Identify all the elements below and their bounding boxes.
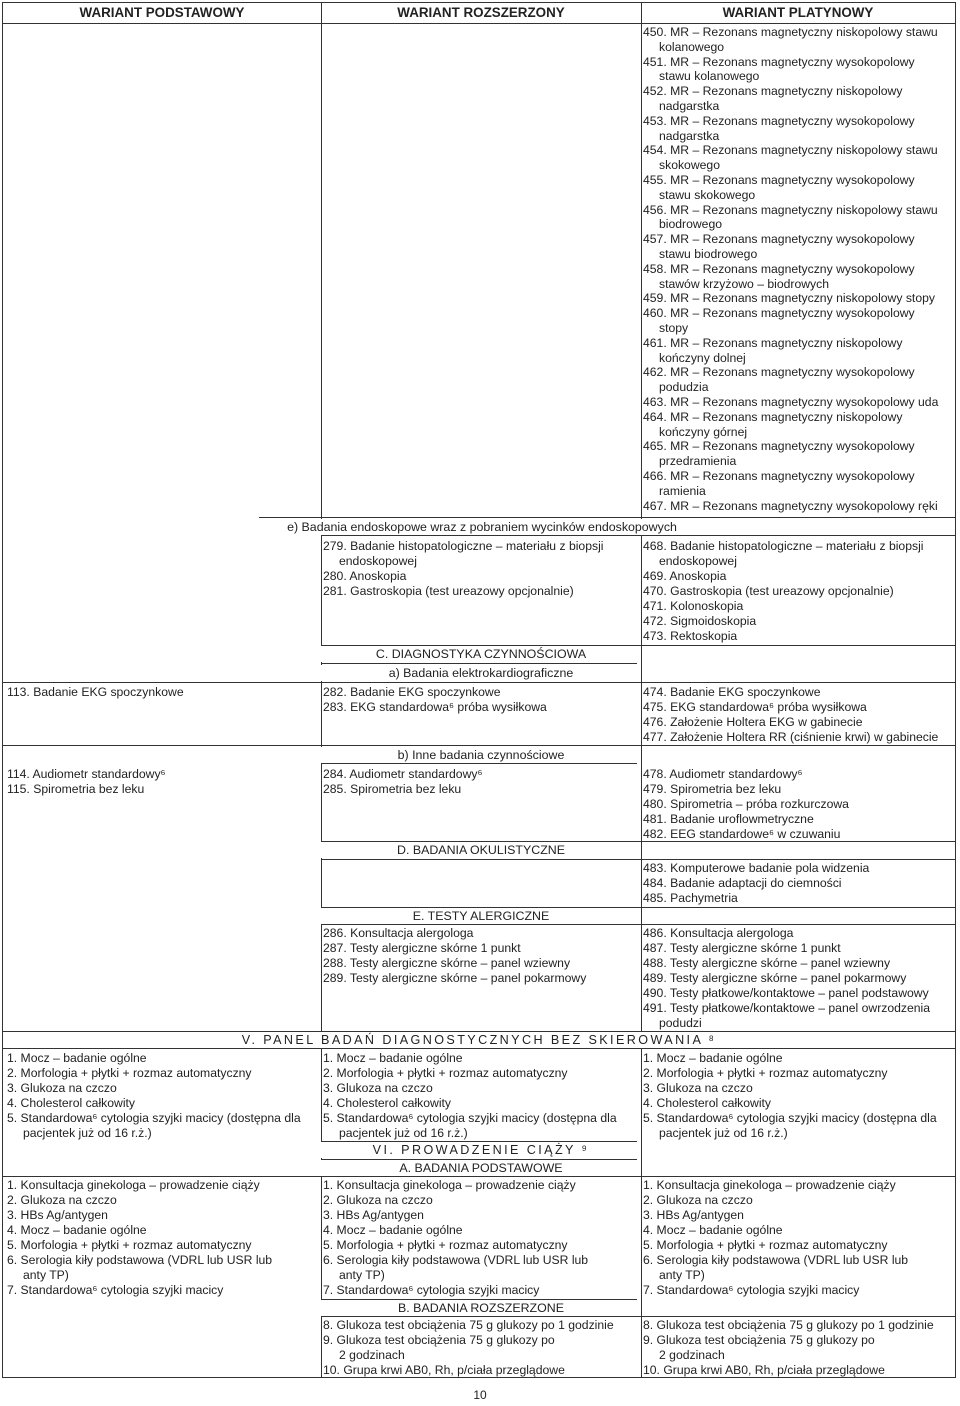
ekg-title: a) Badania elektrokardiograficzne [321, 665, 641, 681]
list-item: 6. Serologia kiły podstawowa (VDRL lub USR lub [323, 1253, 589, 1267]
list-item-continuation: skokowego [659, 158, 720, 173]
panel-title-line [3, 1048, 955, 1049]
list-item: 473. Rektoskopia [643, 629, 738, 643]
ekg-platinum-list [643, 685, 938, 745]
list-item: 466. MR – Rezonans magnetyczny wysokopolowy [643, 468, 915, 483]
list-item: 9. Glukoza test obciążenia 75 g glukozy po [323, 1333, 555, 1347]
list-item: 287. Testy alergiczne skórne 1 punkt [323, 941, 521, 955]
list-item: 7. Standardowa⁶ cytologia szyjki macicy [7, 1283, 224, 1297]
ekg-extended-list [323, 685, 547, 715]
ophthalmology-title-line [321, 859, 955, 860]
ophthalmology-platinum-list [643, 861, 869, 906]
list-item-continuation: kończyny górnej [659, 424, 748, 439]
panel-v-title: V. PANEL BADAŃ DIAGNOSTYCZNYCH BEZ SKIEROWANIA ⁸ [3, 1032, 955, 1048]
pregnancy-a-extended-list [323, 1178, 588, 1298]
list-item: 284. Audiometr standardowy⁶ [323, 767, 483, 781]
list-item: 455. MR – Rezonans magnetyczny wysokopolowy [643, 172, 915, 187]
header-platinum: WARIANT PLATYNOWY [722, 5, 874, 20]
list-item-continuation: anty TP) [339, 1268, 385, 1282]
list-item: 4. Cholesterol całkowity [323, 1096, 452, 1110]
list-item: 463. MR – Rezonans magnetyczny wysokopolowy uda [643, 394, 939, 409]
list-item: 3. Glukoza na czczo [643, 1081, 753, 1095]
list-item-continuation: pacjentek już od 16 r.ż.) [23, 1126, 152, 1140]
list-item: 470. Gastroskopia (test ureazowy opcjonalnie) [643, 584, 894, 598]
list-item: 1. Mocz – badanie ogólne [643, 1051, 783, 1065]
list-item: 4. Cholesterol całkowity [643, 1096, 772, 1110]
list-item: 3. Glukoza na czczo [323, 1081, 433, 1095]
list-item-continuation: stopy [659, 320, 689, 335]
list-item: 279. Badanie histopatologiczne – materiału z biopsji [323, 539, 604, 553]
functional-title: C. DIAGNOSTYKA CZYNNOŚCIOWA [321, 646, 641, 662]
list-item-continuation: nadgarstka [659, 98, 720, 113]
panel-basic-list [7, 1051, 301, 1141]
list-item: 472. Sigmoidoskopia [643, 614, 757, 628]
list-item: 3. HBs Ag/antygen [643, 1208, 744, 1222]
column-divider-extended-platinum [641, 3, 642, 1377]
list-item: 480. Spirometria – próba rozkurczowa [643, 797, 849, 811]
list-item: 4. Mocz – badanie ogólne [643, 1223, 783, 1237]
list-item-continuation: podudzia [659, 380, 709, 395]
list-item: 289. Testy alergiczne skórne – panel pokarmowy [323, 971, 587, 985]
endoscopy-platinum-list [643, 539, 924, 644]
list-item: 452. MR – Rezonans magnetyczny niskopolowy [643, 84, 903, 99]
list-item: 465. MR – Rezonans magnetyczny wysokopolowy [643, 439, 915, 454]
list-item: 451. MR – Rezonans magnetyczny wysokopolowy [643, 54, 915, 69]
list-item-continuation: endoskopowej [659, 554, 737, 568]
list-item: 488. Testy alergiczne skórne – panel wziewny [643, 956, 891, 970]
list-item: 457. MR – Rezonans magnetyczny wysokopolowy [643, 232, 915, 247]
list-item: 7. Standardowa⁶ cytologia szyjki macicy [323, 1283, 540, 1297]
list-item-continuation: 2 godzinach [339, 1348, 405, 1362]
list-item: 7. Standardowa⁶ cytologia szyjki macicy [643, 1283, 860, 1297]
list-item: 487. Testy alergiczne skórne 1 punkt [643, 941, 841, 955]
list-item: 450. MR – Rezonans magnetyczny niskopolowy stawu [643, 25, 938, 39]
list-item: 481. Badanie uroflowmetryczne [643, 812, 814, 826]
endoscopy-top-line [259, 517, 955, 518]
pregnancy-basic-title: A. BADANIA PODSTAWOWE [321, 1160, 641, 1176]
list-item: 4. Mocz – badanie ogólne [7, 1223, 147, 1237]
list-item-continuation: stawów krzyżowo – biodrowych [659, 276, 830, 291]
list-item: 288. Testy alergiczne skórne – panel wziewny [323, 956, 571, 970]
list-item: 489. Testy alergiczne skórne – panel pokarmowy [643, 971, 907, 985]
list-item: 2. Glukoza na czczo [643, 1193, 753, 1207]
other-title-line [321, 763, 637, 764]
list-item: 3. HBs Ag/antygen [7, 1208, 108, 1222]
list-item: 2. Morfologia + płytki + rozmaz automatyczny [323, 1066, 568, 1080]
list-item: 8. Glukoza test obciążenia 75 g glukozy po 1 godzinie [643, 1318, 934, 1332]
list-item-continuation: podudzi [659, 1016, 702, 1030]
mr-platinum-list [643, 25, 938, 513]
list-item: 486. Konsultacja alergologa [643, 926, 794, 940]
ophthalmology-title: D. BADANIA OKULISTYCZNE [321, 842, 641, 858]
functional-title-line [321, 663, 637, 664]
endoscopy-title-line [321, 535, 955, 536]
other-platinum-list [643, 767, 849, 842]
pregnancy-b-extended-list [323, 1318, 614, 1378]
list-item: 2. Glukoza na czczo [323, 1193, 433, 1207]
list-item: 485. Pachymetria [643, 891, 738, 905]
list-item: 3. Glukoza na czczo [7, 1081, 117, 1095]
list-item: 475. EKG standardowa⁶ próba wysiłkowa [643, 700, 867, 714]
list-item: 464. MR – Rezonans magnetyczny niskopolowy [643, 409, 903, 424]
pregnancy-extended-title: B. BADANIA ROZSZERZONE [321, 1300, 641, 1316]
list-item: 476. Założenie Holtera EKG w gabinecie [643, 715, 863, 729]
list-item: 4. Mocz – badanie ogólne [323, 1223, 463, 1237]
list-item-continuation: 2 godzinach [659, 1348, 725, 1362]
list-item: 10. Grupa krwi AB0, Rh, p/ciała przeglądowe [643, 1363, 885, 1377]
allergy-platinum-list [643, 926, 930, 1031]
list-item: 478. Audiometr standardowy⁶ [643, 767, 803, 781]
list-item: 8. Glukoza test obciążenia 75 g glukozy po 1 godzinie [323, 1318, 614, 1332]
list-item: 1. Mocz – badanie ogólne [323, 1051, 463, 1065]
list-item: 479. Spirometria bez leku [643, 782, 782, 796]
list-item: 1. Konsultacja ginekologa – prowadzenie ciąży [323, 1178, 576, 1192]
list-item: 490. Testy płatkowe/kontaktowe – panel podstawowy [643, 986, 929, 1000]
list-item: 6. Serologia kiły podstawowa (VDRL lub USR lub [643, 1253, 909, 1267]
list-item: 482. EEG standardowe⁶ w czuwaniu [643, 827, 841, 841]
list-item: 5. Morfologia + płytki + rozmaz automatyczny [643, 1238, 888, 1252]
list-item-continuation: kończyny dolnej [659, 350, 746, 365]
list-item: 1. Mocz – badanie ogólne [7, 1051, 147, 1065]
pregnancy-a-platinum-list [643, 1178, 908, 1298]
list-item: 467. MR – Rezonans magnetyczny wysokopolowy ręki [643, 498, 938, 513]
list-item: 115. Spirometria bez leku [7, 782, 145, 796]
ekg-basic-list [7, 685, 184, 700]
pregnancy-a-basic-list [7, 1178, 272, 1298]
list-item: 114. Audiometr standardowy⁶ [7, 767, 166, 781]
list-item: 281. Gastroskopia (test ureazowy opcjonalnie) [323, 584, 574, 598]
list-item-continuation: stawu kolanowego [659, 69, 760, 84]
list-item: 286. Konsultacja alergologa [323, 926, 474, 940]
list-item-continuation: endoskopowej [339, 554, 417, 568]
list-item: 1. Konsultacja ginekologa – prowadzenie ciąży [643, 1178, 896, 1192]
list-item: 483. Komputerowe badanie pola widzenia [643, 861, 870, 875]
list-item: 5. Standardowa⁶ cytologia szyjki macicy (dostępna dla [643, 1111, 937, 1125]
list-item-continuation: anty TP) [23, 1268, 69, 1282]
pregnancy-title: VI. PROWADZENIE CIĄŻY ⁹ [321, 1142, 641, 1158]
other-title: b) Inne badania czynnościowe [321, 747, 641, 763]
ekg-title-line [3, 682, 955, 683]
panel-platinum-list [643, 1051, 937, 1141]
list-item: 282. Badanie EKG spoczynkowe [323, 685, 501, 699]
allergy-title: E. TESTY ALERGICZNE [321, 908, 641, 924]
list-item-continuation: pacjentek już od 16 r.ż.) [659, 1126, 788, 1140]
list-item-continuation: ramienia [659, 483, 706, 498]
list-item: 468. Badanie histopatologiczne – materiału z biopsji [643, 539, 924, 553]
list-item: 459. MR – Rezonans magnetyczny niskopolowy stopy [643, 291, 935, 306]
list-item: 280. Anoskopia [323, 569, 407, 583]
list-item: 5. Morfologia + płytki + rozmaz automatyczny [323, 1238, 568, 1252]
list-item-continuation: anty TP) [659, 1268, 705, 1282]
list-item: 477. Założenie Holtera RR (ciśnienie krwi) w gabinecie [643, 730, 939, 744]
list-item: 491. Testy płatkowe/kontaktowe – panel owrzodzenia [643, 1001, 931, 1015]
list-item-continuation: nadgarstka [659, 128, 720, 143]
list-item: 5. Standardowa⁶ cytologia szyjki macicy (dostępna dla [7, 1111, 301, 1125]
list-item: 285. Spirometria bez leku [323, 782, 462, 796]
list-item: 6. Serologia kiły podstawowa (VDRL lub USR lub [7, 1253, 273, 1267]
list-item: 474. Badanie EKG spoczynkowe [643, 685, 821, 699]
list-item-continuation: kolanowego [659, 39, 725, 54]
pregnancy-b-platinum-list [643, 1318, 934, 1378]
list-item: 471. Kolonoskopia [643, 599, 744, 613]
list-item: 283. EKG standardowa⁶ próba wysiłkowa [323, 700, 547, 714]
list-item: 458. MR – Rezonans magnetyczny wysokopolowy [643, 261, 915, 276]
list-item: 2. Morfologia + płytki + rozmaz automatyczny [643, 1066, 888, 1080]
header-divider [3, 23, 955, 24]
list-item-continuation: stawu biodrowego [659, 246, 758, 261]
list-item: 1. Konsultacja ginekologa – prowadzenie ciąży [7, 1178, 260, 1192]
list-item: 4. Cholesterol całkowity [7, 1096, 136, 1110]
list-item: 3. HBs Ag/antygen [323, 1208, 424, 1222]
list-item: 9. Glukoza test obciążenia 75 g glukozy po [643, 1333, 875, 1347]
list-item-continuation: przedramienia [659, 454, 737, 469]
coverage-table [2, 2, 956, 1378]
list-item-continuation: biodrowego [659, 217, 723, 232]
list-item: 5. Morfologia + płytki + rozmaz automatyczny [7, 1238, 252, 1252]
list-item: 456. MR – Rezonans magnetyczny niskopolowy stawu [643, 202, 938, 217]
list-item: 460. MR – Rezonans magnetyczny wysokopolowy [643, 306, 915, 321]
allergy-extended-list [323, 926, 586, 986]
page-number: 10 [473, 1388, 487, 1402]
list-item: 2. Morfologia + płytki + rozmaz automatyczny [7, 1066, 252, 1080]
list-item: 5. Standardowa⁶ cytologia szyjki macicy (dostępna dla [323, 1111, 617, 1125]
pregnancy-b-line [321, 1316, 955, 1317]
list-item: 10. Grupa krwi AB0, Rh, p/ciała przeglądowe [323, 1363, 565, 1377]
other-top-line [3, 745, 955, 746]
list-item-continuation: pacjentek już od 16 r.ż.) [339, 1126, 468, 1140]
header-extended: WARIANT ROZSZERZONY [397, 5, 565, 20]
pregnancy-a-line [3, 1176, 955, 1177]
list-item: 484. Badanie adaptacji do ciemności [643, 876, 842, 890]
list-item-continuation: stawu skokowego [659, 187, 756, 202]
list-item: 462. MR – Rezonans magnetyczny wysokopolowy [643, 365, 915, 380]
panel-extended-list [323, 1051, 617, 1141]
endoscopy-extended-list [323, 539, 604, 599]
header-basic: WARIANT PODSTAWOWY [79, 5, 245, 20]
list-item: 454. MR – Rezonans magnetyczny niskopolowy stawu [643, 143, 938, 158]
allergy-title-line [321, 924, 955, 925]
list-item: 453. MR – Rezonans magnetyczny wysokopolowy [643, 113, 915, 128]
other-extended-list [323, 767, 482, 797]
list-item: 2. Glukoza na czczo [7, 1193, 117, 1207]
endoscopy-title: e) Badania endoskopowe wraz z pobraniem wycinków endoskopowych [259, 519, 705, 535]
other-basic-list [7, 767, 166, 797]
list-item: 461. MR – Rezonans magnetyczny niskopolowy [643, 335, 903, 350]
list-item: 113. Badanie EKG spoczynkowe [7, 685, 184, 699]
list-item: 469. Anoskopia [643, 569, 727, 583]
